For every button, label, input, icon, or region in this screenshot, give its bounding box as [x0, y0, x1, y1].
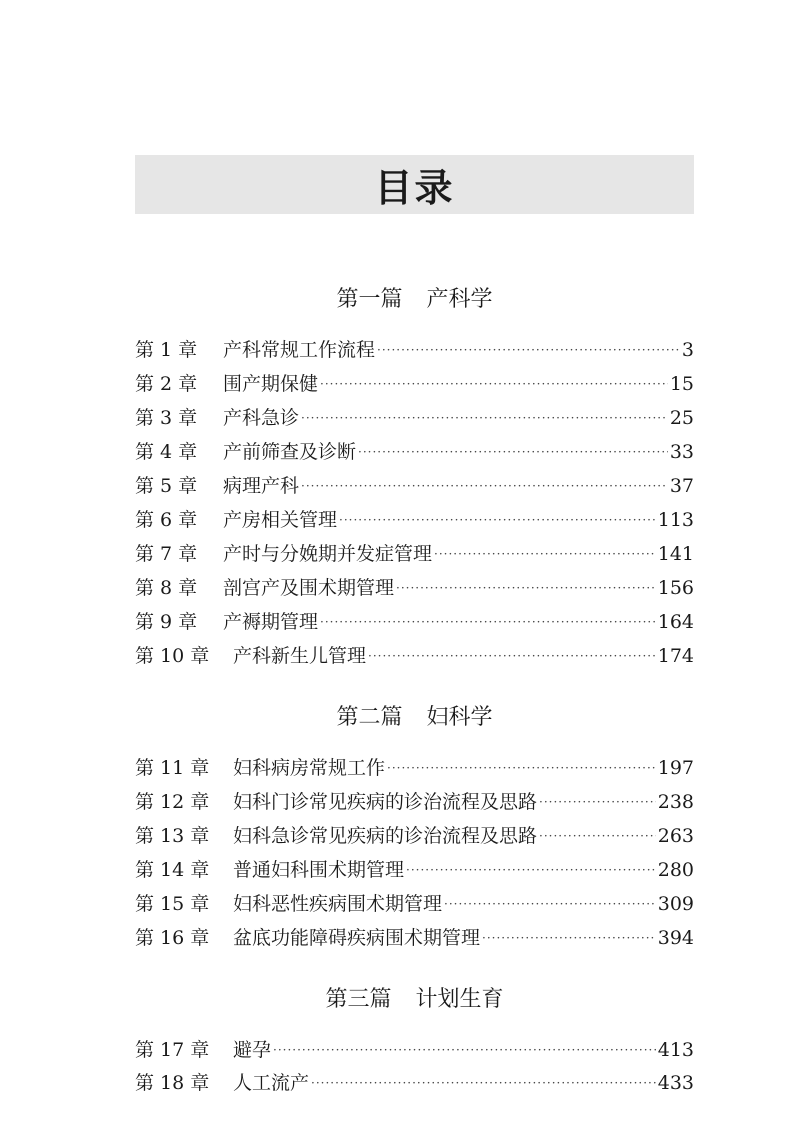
- part-heading-3: [135, 982, 694, 1013]
- page-number: 164: [657, 611, 694, 633]
- toc-entry[interactable]: [135, 820, 694, 848]
- chapter-title: 剖宫产及围术期管理: [223, 577, 395, 599]
- page-number: 25: [669, 407, 694, 429]
- toc-entry[interactable]: [135, 368, 694, 396]
- page-number: 37: [669, 475, 694, 497]
- chapter-title: 产时与分娩期并发症管理: [223, 543, 433, 565]
- part-name: 妇科学: [426, 705, 493, 730]
- chapter-number: 第 5 章: [135, 475, 198, 497]
- dot-leader: [444, 890, 656, 916]
- page-number: 113: [657, 509, 694, 531]
- chapter-number: 第 4 章: [135, 441, 198, 463]
- part-heading-1: [135, 282, 694, 313]
- chapter-title: 避孕: [233, 1039, 272, 1061]
- toc-entry[interactable]: [135, 752, 694, 780]
- toc-entry[interactable]: [135, 786, 694, 814]
- toc-title-band: [135, 155, 694, 214]
- page-number: 197: [657, 757, 694, 779]
- part-heading-2: [135, 700, 694, 731]
- toc-entry[interactable]: [135, 1034, 694, 1062]
- page-number: 3: [681, 339, 694, 361]
- chapter-number: 第 7 章: [135, 543, 198, 565]
- page-number: 394: [657, 927, 694, 949]
- part-label: 第二篇: [336, 705, 403, 730]
- chapter-title: 产前筛查及诊断: [223, 441, 357, 463]
- dot-leader: [301, 404, 668, 430]
- part-name: 产科学: [426, 287, 493, 312]
- toc-entry[interactable]: [135, 504, 694, 532]
- toc-entry[interactable]: [135, 1067, 694, 1095]
- chapter-title: 普通妇科围术期管理: [233, 859, 405, 881]
- chapter-number: 第 3 章: [135, 407, 198, 429]
- toc-entry[interactable]: [135, 572, 694, 600]
- chapter-title: 产科常规工作流程: [223, 339, 376, 361]
- page-number: 174: [657, 645, 694, 667]
- page-number: 33: [669, 441, 694, 463]
- dot-leader: [406, 856, 656, 882]
- toc-entry[interactable]: [135, 922, 694, 950]
- dot-leader: [396, 574, 656, 600]
- chapter-title: 产科新生儿管理: [233, 645, 367, 667]
- part-name: 计划生育: [415, 987, 504, 1012]
- page-number: 433: [657, 1072, 694, 1094]
- toc-entry[interactable]: [135, 854, 694, 882]
- chapter-title: 产科急诊: [223, 407, 300, 429]
- chapter-title: 妇科门诊常见疾病的诊治流程及思路: [233, 791, 538, 813]
- chapter-title: 妇科恶性疾病围术期管理: [233, 893, 443, 915]
- toc-entry[interactable]: [135, 888, 694, 916]
- chapter-title: 妇科急诊常见疾病的诊治流程及思路: [233, 825, 538, 847]
- page-number: 309: [657, 893, 694, 915]
- page-number: 238: [657, 791, 694, 813]
- chapter-number: 第 16 章: [135, 927, 210, 949]
- chapter-number: 第 12 章: [135, 791, 210, 813]
- chapter-title: 围产期保健: [223, 373, 319, 395]
- dot-leader: [387, 754, 656, 780]
- dot-leader: [377, 336, 680, 362]
- chapter-number: 第 6 章: [135, 509, 198, 531]
- page-number: 263: [657, 825, 694, 847]
- chapter-number: 第 14 章: [135, 859, 210, 881]
- part-label: 第三篇: [325, 987, 392, 1012]
- toc-entry[interactable]: [135, 470, 694, 498]
- page-number: 280: [657, 859, 694, 881]
- chapter-number: 第 9 章: [135, 611, 198, 633]
- chapter-number: 第 11 章: [135, 757, 210, 779]
- dot-leader: [358, 438, 668, 464]
- chapter-title: 产房相关管理: [223, 509, 338, 531]
- toc-entry[interactable]: [135, 640, 694, 668]
- toc-entry[interactable]: [135, 606, 694, 634]
- dot-leader: [539, 822, 656, 848]
- toc-entry[interactable]: [135, 334, 694, 362]
- chapter-number: 第 15 章: [135, 893, 210, 915]
- dot-leader: [434, 540, 656, 566]
- dot-leader: [311, 1069, 656, 1095]
- toc-entry[interactable]: [135, 402, 694, 430]
- part-label: 第一篇: [336, 287, 403, 312]
- page-number: 156: [657, 577, 694, 599]
- chapter-title: 人工流产: [233, 1072, 310, 1094]
- page-number: 413: [657, 1039, 694, 1061]
- dot-leader: [368, 642, 656, 668]
- chapter-number: 第 8 章: [135, 577, 198, 599]
- chapter-number: 第 17 章: [135, 1039, 210, 1061]
- dot-leader: [320, 370, 668, 396]
- dot-leader: [273, 1036, 656, 1062]
- dot-leader: [482, 924, 656, 950]
- page-number: 141: [657, 543, 694, 565]
- chapter-number: 第 18 章: [135, 1072, 210, 1094]
- page-title: 目录: [374, 166, 455, 210]
- dot-leader: [320, 608, 656, 634]
- dot-leader: [301, 472, 668, 498]
- page-number: 15: [669, 373, 694, 395]
- dot-leader: [539, 788, 656, 814]
- chapter-number: 第 2 章: [135, 373, 198, 395]
- chapter-title: 盆底功能障碍疾病围术期管理: [233, 927, 481, 949]
- chapter-title: 妇科病房常规工作: [233, 757, 386, 779]
- chapter-title: 病理产科: [223, 475, 300, 497]
- chapter-number: 第 10 章: [135, 645, 210, 667]
- toc-entry[interactable]: [135, 538, 694, 566]
- chapter-number: 第 1 章: [135, 339, 198, 361]
- dot-leader: [339, 506, 656, 532]
- chapter-number: 第 13 章: [135, 825, 210, 847]
- chapter-title: 产褥期管理: [223, 611, 319, 633]
- toc-entry[interactable]: [135, 436, 694, 464]
